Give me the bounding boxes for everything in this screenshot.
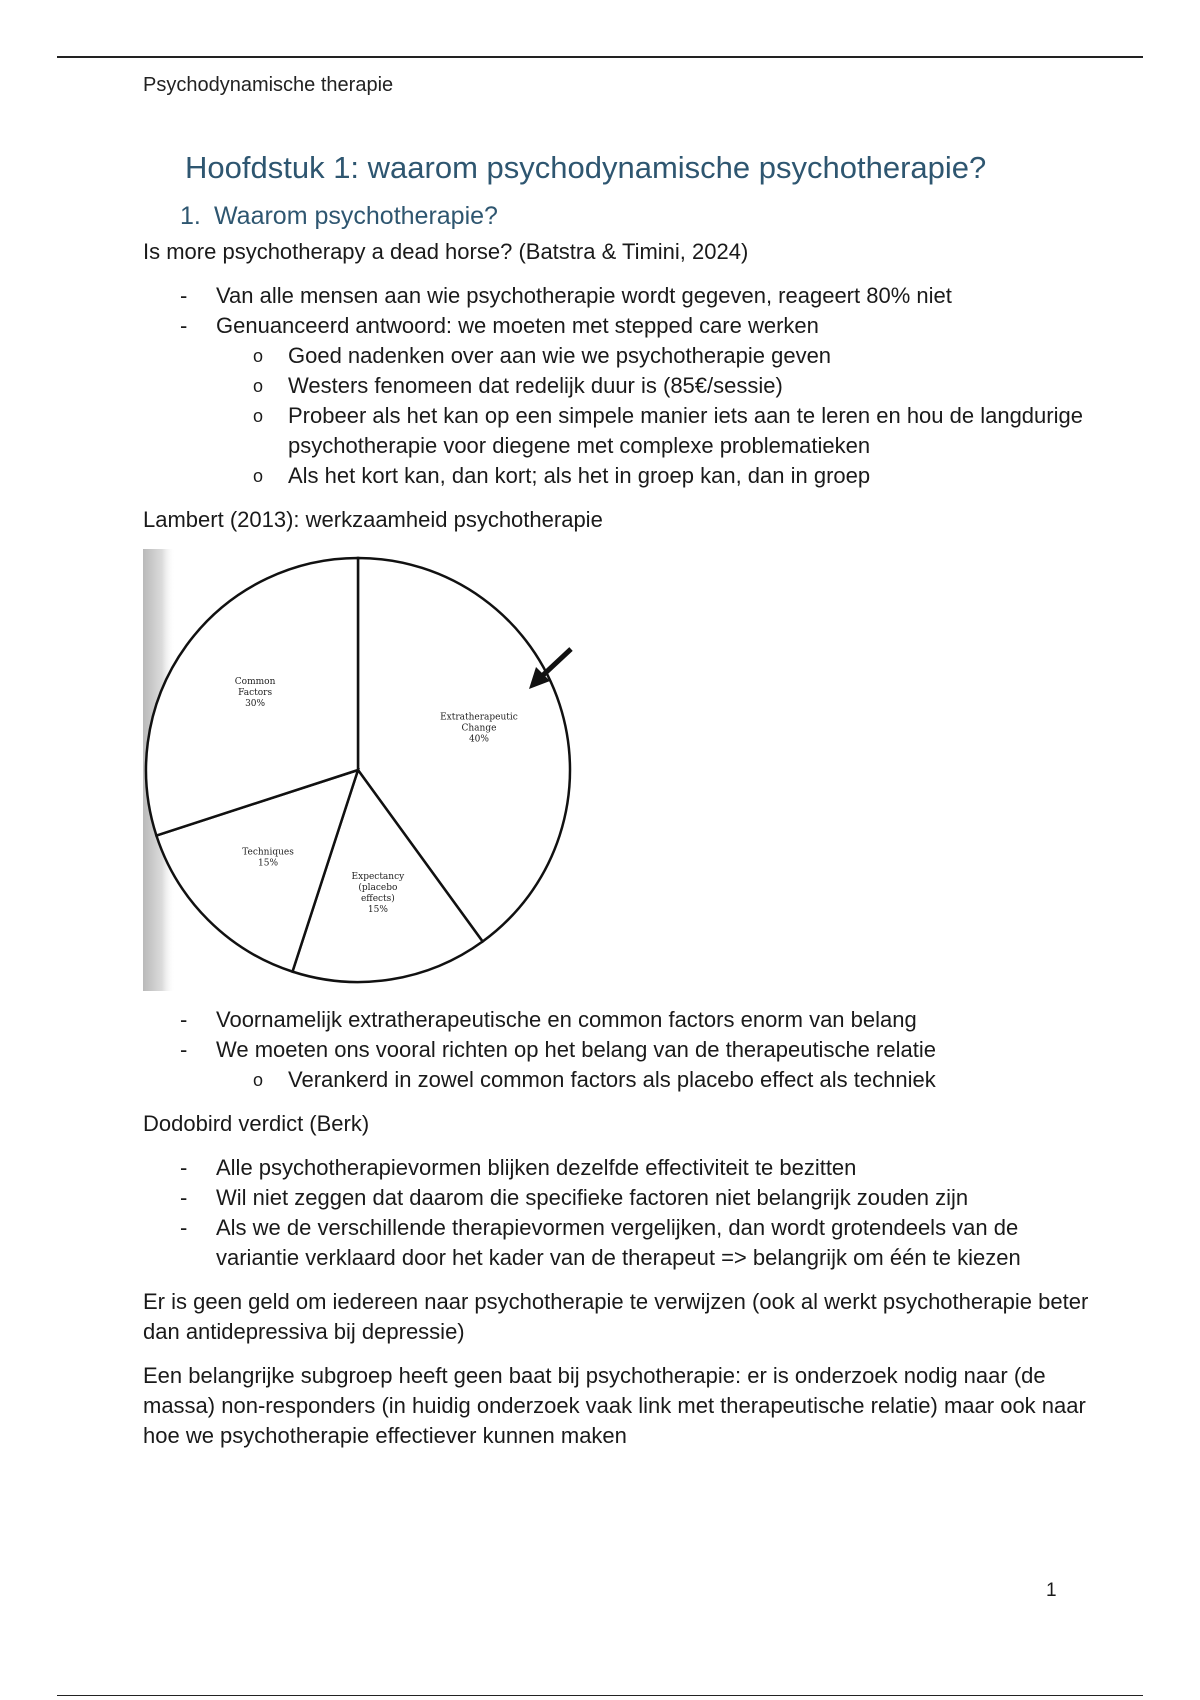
dodobird-title: Dodobird verdict (Berk)	[143, 1111, 370, 1136]
paragraph: Er is geen geld om iedereen naar psychotherapie te verwijzen (ook al werkt psychotherapie beter dan antidepressiva bij depressie)	[143, 1289, 1089, 1344]
list-item: - Genuanceerd antwoord: we moeten met stepped care werken	[143, 311, 1103, 341]
intro-title: Is more psychotherapy a dead horse? (Batstra & Timini, 2024)	[143, 239, 749, 264]
list-item: - Wil niet zeggen dat daarom die specifieke factoren niet belangrijk zouden zijn	[143, 1183, 1103, 1213]
list-item: - We moeten ons vooral richten op het belang van de therapeutische relatie	[143, 1035, 1103, 1065]
bottom-rule	[57, 1695, 1143, 1696]
list-item: - Van alle mensen aan wie psychotherapie wordt gegeven, reageert 80% niet	[143, 281, 1103, 311]
sub-list-item: o Verankerd in zowel common factors als placebo effect als techniek	[143, 1065, 1103, 1095]
paragraph: Een belangrijke subgroep heeft geen baat bij psychotherapie: er is onderzoek nodig naar (de massa) non-responders (in huidig onderzoek vaak link met therapeutische relatie) maar ook naar hoe we psychotherapie effectiever kunnen maken	[143, 1363, 1086, 1448]
sub-list-item: o Probeer als het kan op een simpele manier iets aan te leren en hou de langdurige psychotherapie voor diegene met complexe problematieken	[143, 401, 1103, 461]
intro-list	[143, 281, 1103, 491]
lambert-list	[143, 1005, 1103, 1095]
pie-chart-svg	[143, 549, 573, 991]
running-header: Psychodynamische therapie	[143, 74, 394, 96]
sub-list-item: o Westers fenomeen dat redelijk duur is (85€/sessie)	[143, 371, 1103, 401]
dodobird-list	[143, 1153, 1103, 1273]
pie-slice-label-1: Extratherapeutic Change 40%	[440, 712, 518, 745]
pie-slice-label-2: Expectancy (placebo effects) 15%	[351, 872, 405, 916]
section-heading	[180, 202, 1103, 231]
pie-slice-label-4: Common Factors 30%	[234, 677, 276, 710]
document-page	[143, 70, 1103, 1451]
list-item: - Alle psychotherapievormen blijken dezelfde effectiviteit te bezitten	[143, 1153, 1103, 1183]
page-number: 1	[1046, 1580, 1057, 1601]
sub-list-item: o Goed nadenken over aan wie we psychotherapie geven	[143, 341, 1103, 371]
top-rule	[57, 56, 1143, 58]
sub-list-item: o Als het kort kan, dan kort; als het in groep kan, dan in groep	[143, 461, 1103, 491]
section-number: 1.	[180, 202, 201, 230]
lambert-title: Lambert (2013): werkzaamheid psychotherapie	[143, 507, 603, 532]
chapter-title: Hoofdstuk 1: waarom psychodynamische psychotherapie?	[185, 150, 987, 185]
lambert-pie-chart	[143, 549, 573, 991]
list-item: - Als we de verschillende therapievormen vergelijken, dan wordt grotendeels van de variantie verklaard door het kader van de therapeut => belangrijk om één te kiezen	[143, 1213, 1103, 1273]
section-title: Waarom psychotherapie?	[214, 202, 498, 230]
list-item: - Voornamelijk extratherapeutische en common factors enorm van belang	[143, 1005, 1103, 1035]
pie-slice-label-3: Techniques 15%	[242, 847, 294, 869]
